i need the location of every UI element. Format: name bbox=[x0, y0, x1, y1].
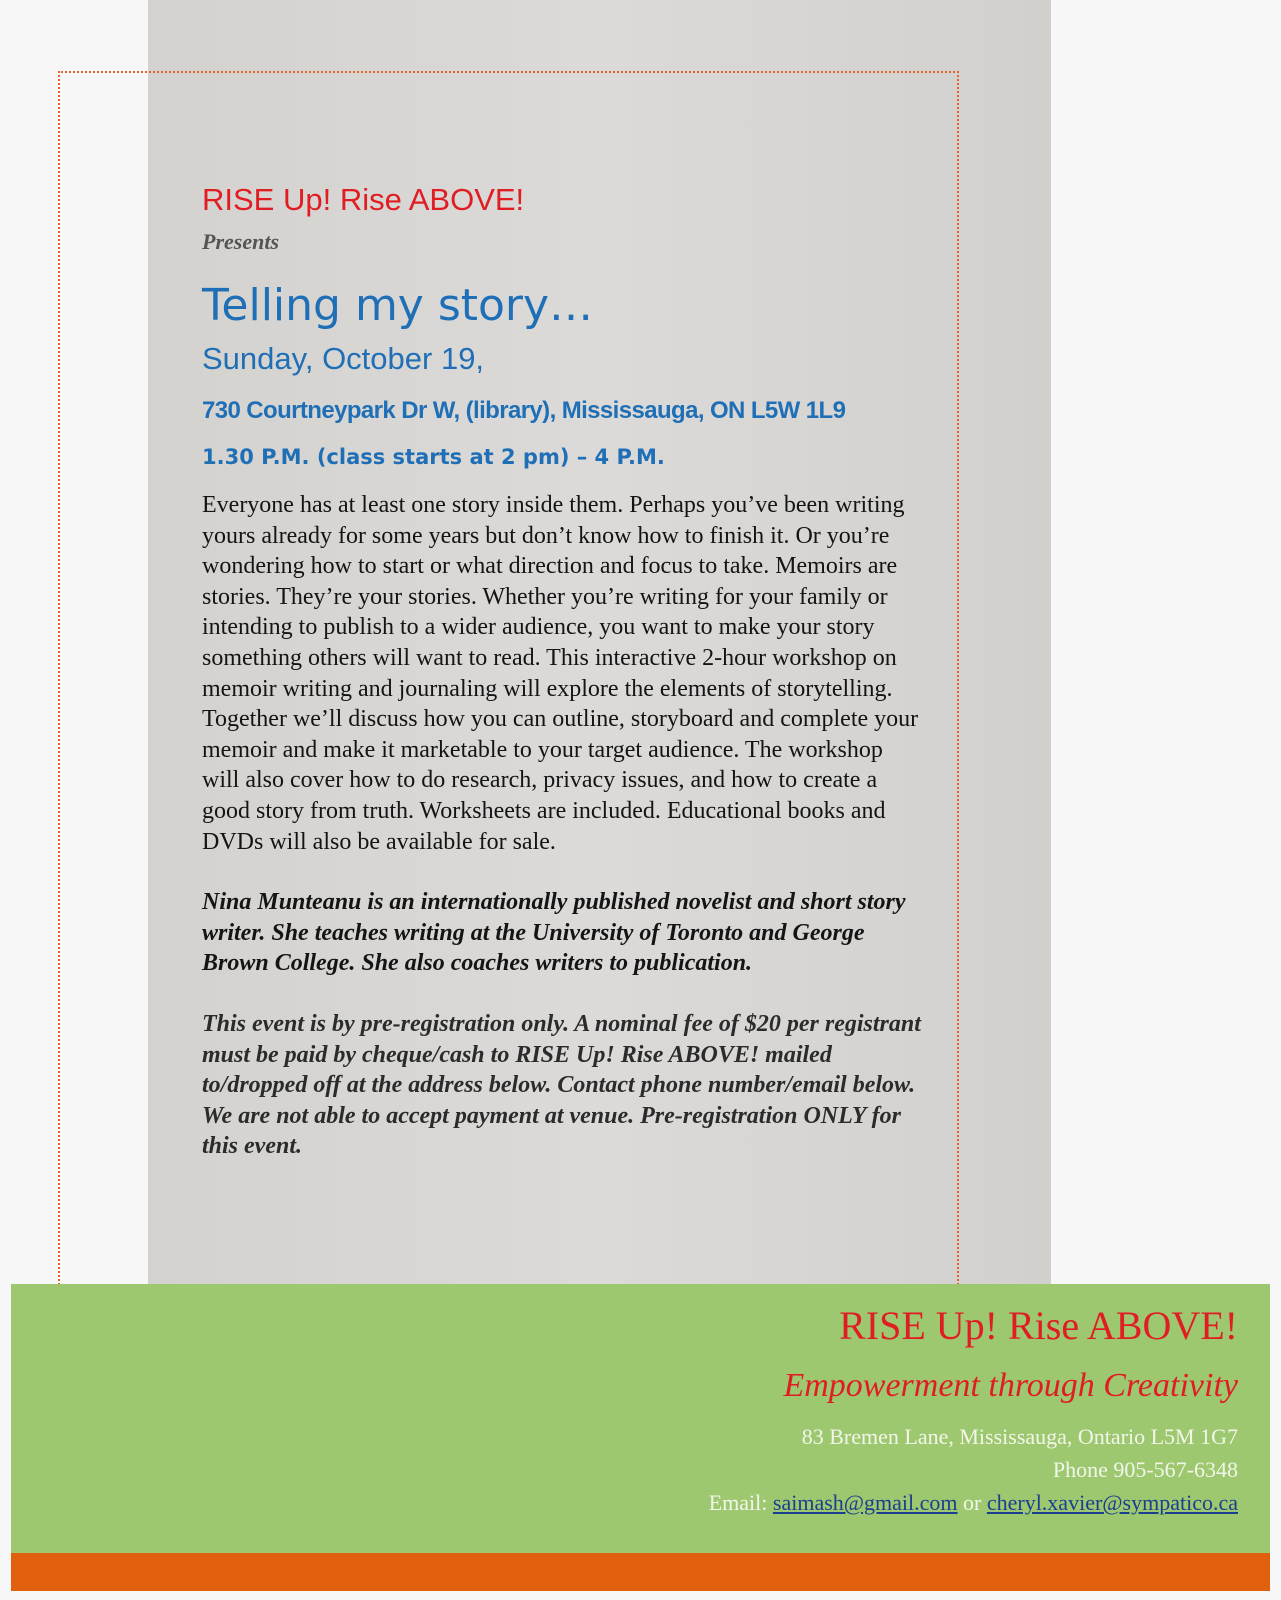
event-date: Sunday, October 19, bbox=[202, 341, 485, 376]
event-address: 730 Courtneypark Dr W, (library), Mississauga, ON L5W 1L9 bbox=[202, 397, 846, 424]
event-description: Everyone has at least one story inside them. Perhaps you’ve been writing yours already for some years but don’t know how to finish it. Or you’re wondering how to start or what direction and focus to take. Memoirs are stories. They’re your stories. Whether you’re writing for your family or intending to publish to a wider audience, you want to make your story something others will want to read. This interactive 2-hour workshop on memoir writing and journaling will explore the elements of storytelling. Together we’ll discuss how you can outline, storyboard and complete your memoir and make it marketable to your target audience. The workshop will also cover how to do research, privacy issues, and how to create a good story from truth. Worksheets are included. Educational books and DVDs will also be available for sale. bbox=[202, 492, 919, 855]
flyer-content bbox=[202, 180, 922, 1162]
org-title: RISE Up! Rise ABOVE! bbox=[202, 182, 525, 217]
event-time: 1.30 P.M. (class starts at 2 pm) – 4 P.M. bbox=[202, 445, 665, 469]
registration-notice: This event is by pre-registration only. A nominal fee of $20 per registrant must be paid by cheque/cash to RISE Up! Rise ABOVE! mailed to/dropped off at the address below. Contact phone number/email below. We are not able to accept payment at venue. Pre-registration ONLY for this event. bbox=[202, 1010, 921, 1160]
instructor-bio: Nina Munteanu is an internationally published novelist and short story writer. She teaches writing at the University of Toronto and George Brown College. She also coaches writers to publication. bbox=[202, 889, 906, 977]
email-separator: or bbox=[963, 1490, 982, 1515]
footer-email-line bbox=[709, 1486, 1238, 1519]
footer-phone: Phone 905-567-6348 bbox=[1052, 1457, 1238, 1482]
email-link-1[interactable]: saimash@gmail.com bbox=[772, 1490, 958, 1515]
footer-tagline: Empowerment through Creativity bbox=[783, 1367, 1238, 1404]
presents-label: Presents bbox=[202, 229, 279, 254]
footer-address: 83 Bremen Lane, Mississauga, Ontario L5M 1G7 bbox=[801, 1424, 1238, 1449]
footer-accent-bar bbox=[11, 1553, 1270, 1591]
email-link-2[interactable]: cheryl.xavier@sympatico.ca bbox=[986, 1490, 1238, 1515]
event-title: Telling my story… bbox=[202, 280, 594, 331]
footer-contact bbox=[709, 1300, 1238, 1519]
email-label: Email: bbox=[708, 1490, 768, 1515]
footer-org-name: RISE Up! Rise ABOVE! bbox=[839, 1303, 1238, 1348]
